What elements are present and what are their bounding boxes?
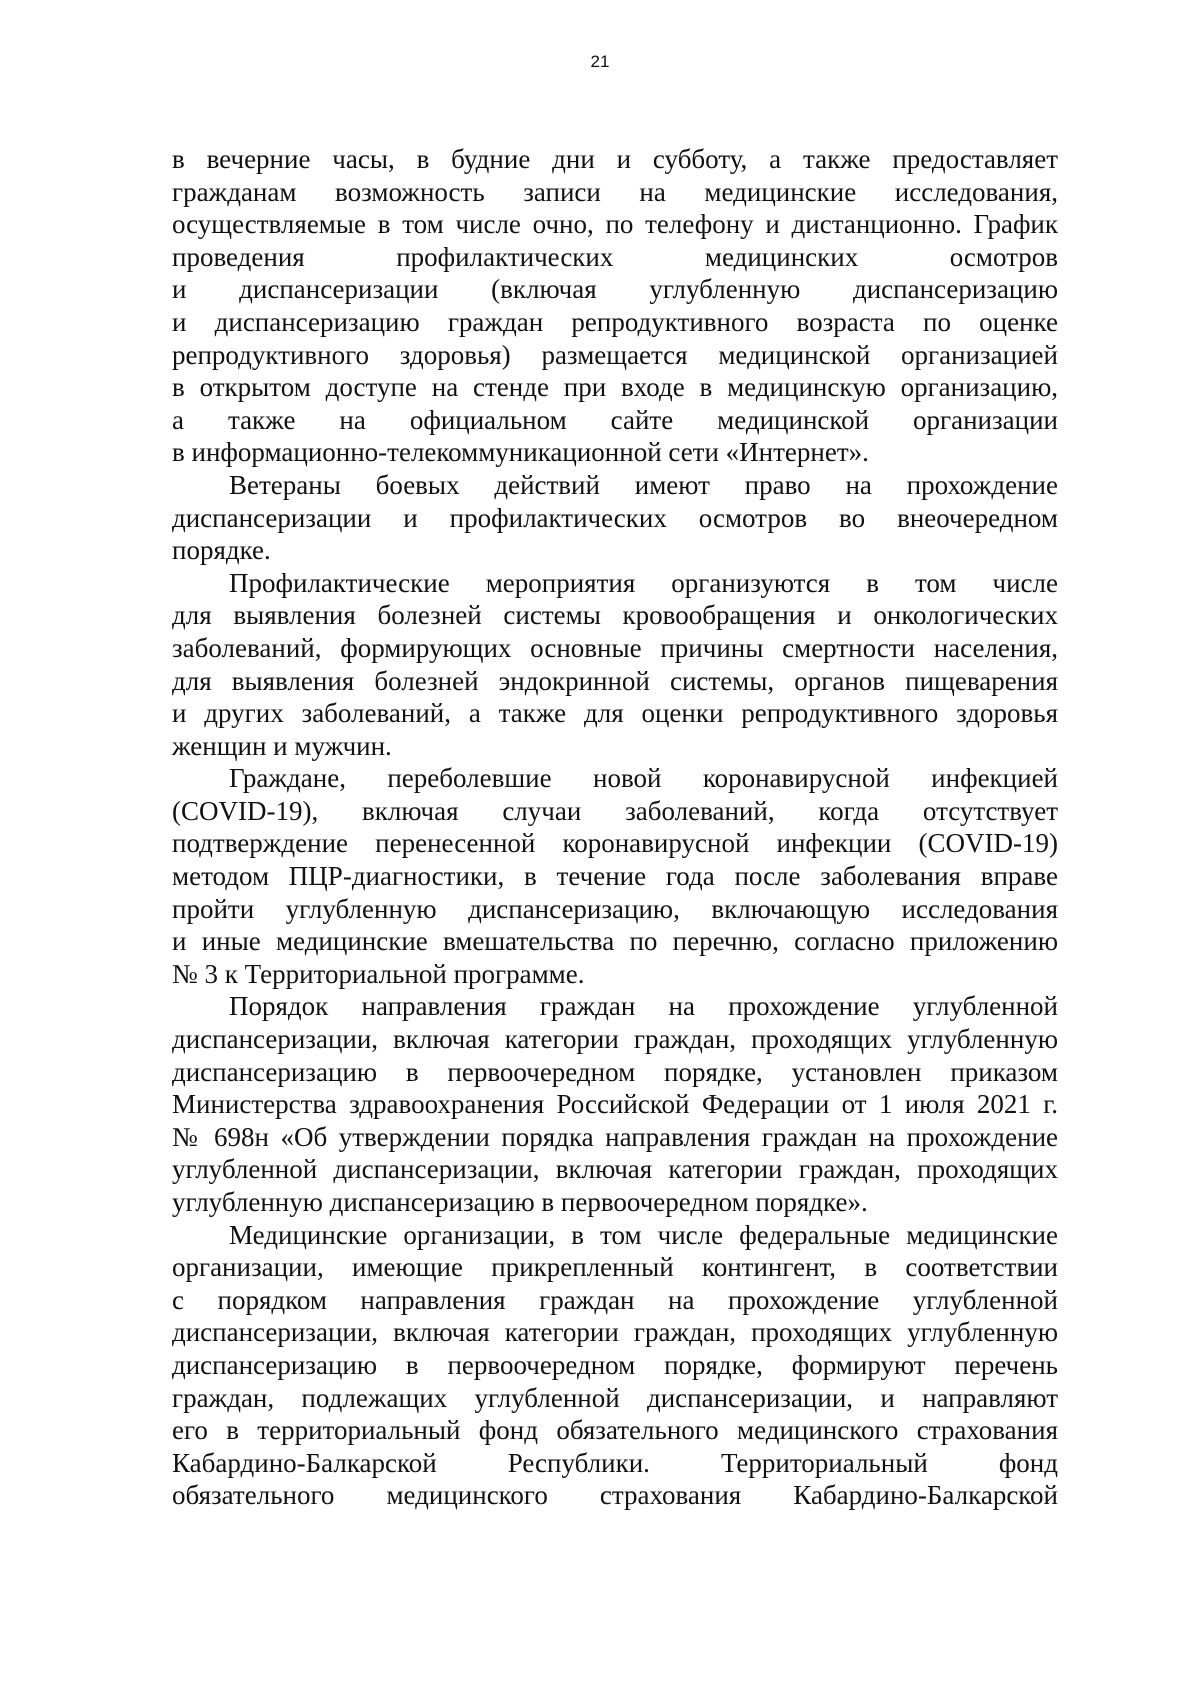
text-line: заболеваний, формирующих основные причины смертности населения,	[172, 632, 1058, 663]
text-line: подтверждение перенесенной коронавирусной инфекции (COVID-19)	[172, 828, 1058, 859]
paragraph	[172, 567, 1058, 763]
text-line: в информационно-телекоммуникационной сети «Интернет».	[172, 437, 869, 468]
text-line: Профилактические мероприятия организуются в том числе	[229, 567, 1058, 598]
text-line: Ветераны боевых действий имеют право на прохождение	[229, 469, 1058, 500]
text-line: Министерства здравоохранения Российской Федерации от 1 июля 2021 г.	[172, 1089, 1058, 1120]
text-line: и других заболеваний, а также для оценки репродуктивного здоровья	[172, 698, 1058, 729]
text-line: диспансеризации, включая категории граждан, проходящих углубленную	[172, 1317, 1058, 1348]
text-line: с порядком направления граждан на прохождение углубленной	[172, 1284, 1058, 1315]
text-line: (COVID-19), включая случаи заболеваний, когда отсутствует	[172, 795, 1058, 826]
text-line: в открытом доступе на стенде при входе в медицинскую организацию,	[172, 372, 1058, 403]
text-line: и иные медицинские вмешательства по перечню, согласно приложению	[172, 926, 1058, 957]
text-line: диспансеризацию в первоочередном порядке, формируют перечень	[172, 1349, 1058, 1380]
text-line: Медицинские организации, в том числе федеральные медицинские	[229, 1219, 1058, 1250]
text-line: и диспансеризации (включая углубленную диспансеризацию	[172, 274, 1058, 305]
text-line: Кабардино-Балкарской Республики. Территориальный фонд	[172, 1447, 1058, 1478]
text-line: углубленной диспансеризации, включая категории граждан, проходящих	[172, 1154, 1058, 1185]
text-line: женщин и мужчин.	[172, 730, 392, 761]
document-body	[172, 143, 1058, 1512]
paragraph	[172, 143, 1058, 469]
text-line: Граждане, переболевшие новой коронавирусной инфекцией	[229, 763, 1058, 794]
paragraph	[172, 469, 1058, 567]
text-line: № 3 к Территориальной программе.	[172, 958, 585, 989]
text-line: в вечерние часы, в будние дни и субботу, а также предоставляет	[172, 144, 1058, 174]
text-line: гражданам возможность записи на медицинские исследования,	[172, 176, 1058, 207]
text-line: Порядок направления граждан на прохождение углубленной	[229, 991, 1058, 1022]
paragraph	[172, 762, 1058, 990]
text-line: осуществляемые в том числе очно, по телефону и дистанционно. График	[172, 209, 1058, 240]
paragraph	[172, 1219, 1058, 1512]
text-line: а также на официальном сайте медицинской организации	[172, 404, 1058, 435]
text-line: для выявления болезней эндокринной системы, органов пищеварения	[172, 665, 1058, 696]
text-line: репродуктивного здоровья) размещается медицинской организацией	[172, 339, 1058, 370]
text-line: методом ПЦР-диагностики, в течение года после заболевания вправе	[172, 861, 1058, 892]
text-line: пройти углубленную диспансеризацию, включающую исследования	[172, 893, 1058, 924]
text-line: проведения профилактических медицинских осмотров	[172, 241, 1058, 272]
page-number: 21	[590, 52, 610, 71]
text-line: обязательного медицинского страхования Кабардино-Балкарской	[172, 1480, 1058, 1511]
text-line: углубленную диспансеризацию в первоочередном порядке».	[172, 1187, 868, 1217]
text-line: порядке.	[172, 535, 271, 566]
text-line: № 698н «Об утверждении порядка направления граждан на прохождение	[172, 1121, 1058, 1152]
text-line: и диспансеризацию граждан репродуктивного возраста по оценке	[172, 306, 1058, 337]
text-line: для выявления болезней системы кровообращения и онкологических	[172, 600, 1058, 631]
text-line: диспансеризации и профилактических осмотров во внеочередном	[172, 502, 1058, 533]
text-line: диспансеризации, включая категории граждан, проходящих углубленную	[172, 1024, 1058, 1055]
text-line: диспансеризацию в первоочередном порядке, установлен приказом	[172, 1056, 1058, 1087]
text-line: граждан, подлежащих углубленной диспансеризации, и направляют	[172, 1382, 1058, 1413]
text-line: организации, имеющие прикрепленный контингент, в соответствии	[172, 1252, 1058, 1283]
text-line: его в территориальный фонд обязательного медицинского страхования	[172, 1415, 1058, 1446]
paragraph	[172, 990, 1058, 1218]
